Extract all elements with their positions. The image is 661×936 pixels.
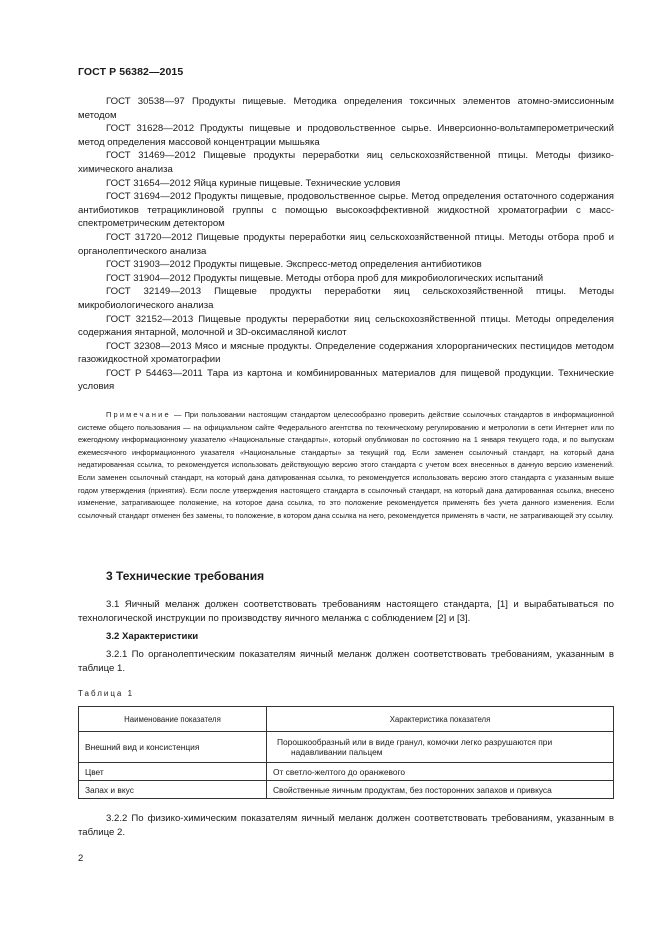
table-cell: Запах и вкус [79, 781, 267, 799]
paragraph-3-1-block [78, 598, 614, 626]
reference-item: ГОСТ 31654—2012 Яйца куриные пищевые. Технические условия [106, 177, 401, 189]
section-3-title: 3 Технические требования [106, 569, 265, 583]
table-row [79, 763, 614, 781]
reference-item: ГОСТ 32149—2013 Пищевые продукты переработки яиц сельскохозяйственной птицы. Методы микробиологического анализа [78, 286, 614, 311]
paragraph-3-2-2-block [78, 812, 614, 840]
table-header-cell: Наименование показателя [79, 707, 267, 732]
table-cell: Цвет [79, 763, 267, 781]
table-header-row [79, 707, 614, 732]
reference-item: ГОСТ 32308—2013 Мясо и мясные продукты. Определение содержания хлорорганических пестицидов методом газожидкостной хроматографии [78, 340, 614, 366]
reference-item: ГОСТ 31904—2012 Продукты пищевые. Методы отбора проб для микробиологических испытаний [106, 272, 544, 284]
table-cell: От светло-желтого до оранжевого [267, 763, 614, 781]
note-block [78, 409, 614, 522]
table-row [79, 781, 614, 799]
normative-references-list [78, 95, 614, 394]
subsection-3-2-title: 3.2 Характеристики [106, 631, 199, 642]
paragraph-3-2-1-block [78, 648, 614, 676]
page-number: 2 [78, 853, 84, 864]
reference-item: ГОСТ 31720—2012 Пищевые продукты переработки яиц сельскохозяйственной птицы. Методы отбора проб и органолептического анализа [78, 231, 614, 257]
paragraph-3-2-1: 3.2.1 По органолептическим показателям яичный меланж должен соответствовать требованиям, указанным в таблице 1. [78, 649, 614, 674]
table-header-cell: Характеристика показателя [267, 707, 614, 732]
reference-item: ГОСТ 32152—2013 Пищевые продукты переработки яиц сельскохозяйственной птицы. Методы определения содержания янтарной, молочной и 3D-оксимасляной кислот [78, 313, 614, 339]
paragraph-3-2-2: 3.2.2 По физико-химическим показателям яичный меланж должен соответствовать требованиям, указанным в таблице 2. [78, 813, 614, 838]
paragraph-3-1: 3.1 Яичный меланж должен соответствовать требованиям настоящего стандарта, [1] и вырабатываться по технологической инструкции по производству яичного меланжа с соблюдением [2] и [3]. [78, 599, 614, 624]
reference-item: ГОСТ 30538—97 Продукты пищевые. Методика определения токсичных элементов атомно-эмиссионным методом [78, 96, 614, 121]
table-cell: Внешний вид и консистенция [79, 732, 267, 763]
reference-item: ГОСТ 31628—2012 Продукты пищевые и продовольственное сырье. Инверсионно-вольтамперометрический метод определения массовой концентрации мышьяка [78, 123, 614, 148]
doc-header: ГОСТ Р 56382—2015 [78, 66, 184, 78]
table-1 [78, 706, 614, 799]
reference-item: ГОСТ Р 54463—2011 Тара из картона и комбинированных материалов для пищевой продукции. Технические условия [78, 367, 614, 393]
subsection-3-2-block [78, 630, 614, 644]
note-text: — При пользовании настоящим стандартом целесообразно проверить действие ссылочных стандартов в информационной системе общего пользования — на официальном сайте Федерального агентства по техническому регулированию и метрологии в сети Интернет или по ежегодному информационному указателю «Национальные стандарты», который опубликован по состоянию на 1 января текущего года, и по выпускам ежемесячного информационного указателя «Национальные стандарты» за текущий год. Если заменен ссылочный стандарт, на который дана недатированная ссылка, то рекомендуется использовать действующую версию этого стандарта с учетом всех внесенных в данную версию изменений. Если заменен ссылочный стандарт, на который дана датированная ссылка, то рекомендуется использовать версию этого стандарта с указанным выше годом утверждения (принятия). Если после утверждения настоящего стандарта в ссылочный стандарт, на который дана датированная ссылка, внесено изменение, затрагивающее положение, на которое дана ссылка, то это положение рекомендуется применять без учета данного изменения. Если ссылочный стандарт отменен без замены, то положение, в котором дана ссылка на него, рекомендуется применять в части, не затрагивающей эту ссылку. [78, 410, 614, 520]
note-label: Примечание [106, 410, 171, 419]
reference-item: ГОСТ 31694—2012 Продукты пищевые, продовольственное сырье. Метод определения остаточного содержания антибиотиков тетрациклиновой группы с помощью высокоэффективной жидкостной хроматографии с масс-спектрометрическим детектором [78, 191, 614, 230]
table-row [79, 732, 614, 763]
reference-item: ГОСТ 31903—2012 Продукты пищевые. Экспресс-метод определения антибиотиков [106, 259, 482, 271]
table-cell: Свойственные яичным продуктам, без посторонних запахов и привкуса [267, 781, 614, 799]
table-1-caption: Таблица 1 [78, 689, 135, 698]
reference-item: ГОСТ 31469—2012 Пищевые продукты переработки яиц сельскохозяйственной птицы. Методы физико-химического анализа [78, 150, 614, 175]
table-cell: Порошкообразный или в виде гранул, комочки легко разрушаются при надавливании пальцем [267, 732, 614, 763]
